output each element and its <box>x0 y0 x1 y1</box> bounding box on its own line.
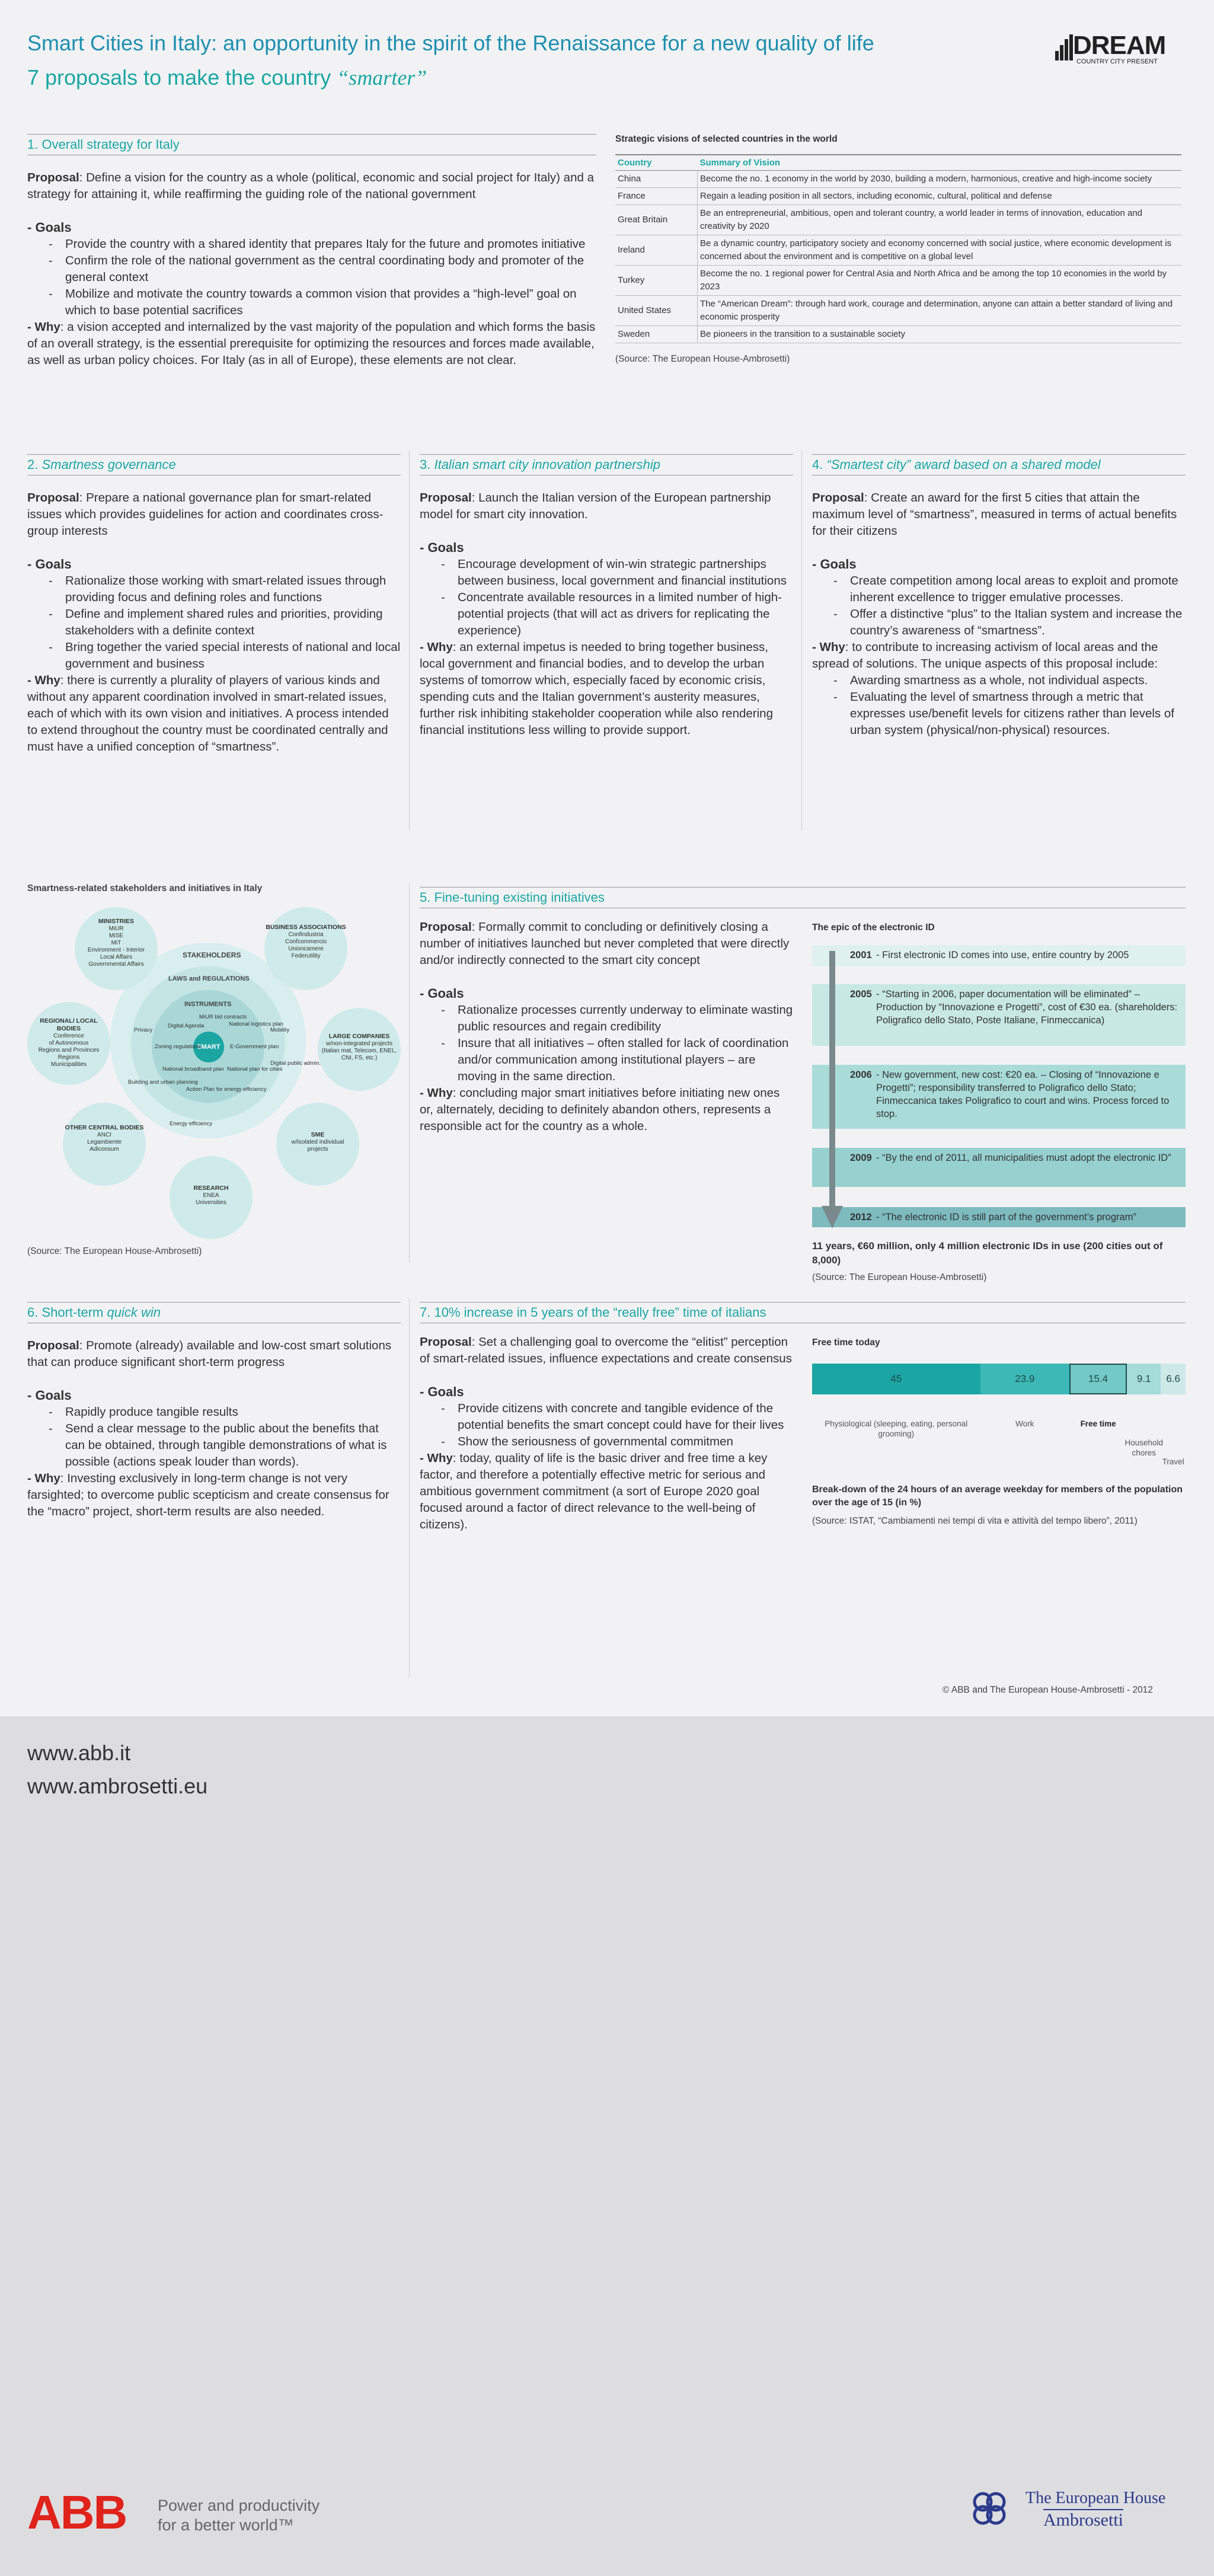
goal-item: - Create competition among local areas to exploit and promote inherent excellence to trigger emulative processes. <box>833 573 1186 606</box>
goal-item: - Concentrate available resources in a limited number of high-potential projects (that will act as drivers for replicating the experience) <box>441 589 793 639</box>
goal-item: - Rapidly produce tangible results <box>49 1404 401 1421</box>
link-abb[interactable]: www.abb.it <box>27 1741 131 1765</box>
section-7-heading-block <box>420 1302 1186 1323</box>
goal-item: - Provide the country with a shared identity that prepares Italy for the future and promotes initiative <box>49 236 596 253</box>
instrument-label: Digital Agenda <box>168 1023 205 1029</box>
abb-logo: ABB <box>27 2486 127 2539</box>
instrument-label: Building and urban planning <box>128 1079 198 1086</box>
timeline-entry: 2009 - “By the end of 2011, all municipalities must adopt the electronic ID” <box>812 1148 1186 1187</box>
table-row: United States The “American Dream”: through hard work, courage and determination, anyone can attain a better standard of living and economic prosperity <box>615 296 1181 326</box>
bar-segment: 6.6 <box>1161 1364 1186 1394</box>
timeline-arrow <box>822 951 843 1230</box>
source-note: (Source: The European House-Ambrosetti) <box>27 1246 202 1256</box>
node-regional-local-bodies: REGIONAL/ LOCAL BODIES Conference of Autonomous Regions and Provinces Regions Municipalities <box>27 1002 110 1085</box>
proposal-text: Proposal: Formally commit to concluding or definitively closing a number of initiatives launched but never completed that were directly and/or indirectly connected to the smart city concept <box>420 920 790 967</box>
table-title: Strategic visions of selected countries in the world <box>615 134 838 144</box>
why-text: - Why: a vision accepted and internalized by the vast majority of the population and which forms the basis of an overall strategy, is the essential prerequisite for optimizing the resources and forces made available, as well as urban policy choices. For Italy (as in all of Europe), these elements are not clear. <box>27 320 596 367</box>
section-heading: 7. 10% increase in 5 years of the “really free” time of italians <box>420 1302 1186 1323</box>
why-point: - Evaluating the level of smartness through a metric that expresses use/benefit levels for citizens rather than levels of urban system (physical/non-physical) resources. <box>833 689 1186 739</box>
section-heading: 2. Smartness governance <box>27 454 401 475</box>
why-text: - Why: there is currently a plurality of players of various kinds and without any apparent coordination involved in smart-related issues, each of which with its own vision and initiatives. A process intended to extend throughout the country must be coordinated centrally and must have a unified conception of “smartness”. <box>27 673 389 754</box>
source-note: (Source: The European House-Ambrosetti) <box>812 1272 987 1282</box>
proposal-text: Proposal: Define a vision for the country as a whole (political, economic and social project for Italy) and a strategy for attaining it, while reaffirming the guiding role of the national government <box>27 171 594 201</box>
timeline-entry: 2005 - “Starting in 2006, paper documentation will be eliminated” – Production by “Innovazione e Progetti”, cost of €30 ea. (shareholders: Poligrafico dello Stato, Poste Italiane, Finmeccanica) <box>812 984 1186 1046</box>
divider <box>409 1298 410 1678</box>
why-text: - Why: Investing exclusively in long-term change is not very farsighted; to overcome public scepticism and create consensus for the “macro” project, short-term results are also needed. <box>27 1471 389 1518</box>
instrument-label: National broadband plan <box>162 1066 224 1072</box>
chart-caption: Break-down of the 24 hours of an average weekday for members of the population over the age of 15 (in %) <box>812 1485 1183 1508</box>
proposal-text: Proposal: Launch the Italian version of the European partnership model for smart city innovation. <box>420 491 771 521</box>
ring-label: INSTRUMENTS <box>184 1001 232 1008</box>
goals-label: - Goals <box>420 540 464 555</box>
bar-segment: 15.4 <box>1069 1364 1127 1394</box>
goal-item: - Show the seriousness of governmental commitmen <box>441 1434 793 1450</box>
section-heading: 6. Short-term quick win <box>27 1302 401 1323</box>
instrument-label: National logistics plan <box>229 1021 283 1027</box>
instrument-label: Action Plan for energy efficiency <box>186 1086 267 1093</box>
goals-label: - Goals <box>420 986 464 1001</box>
ambrosetti-logo: The European House Ambrosetti <box>972 2488 1186 2529</box>
divider <box>801 451 802 830</box>
timeline-entry: 2006 - New government, new cost: €20 ea. – Closing of “Innovazione e Progetti”; responsibility transferred to Poligrafico dello Stato; Finmeccanica takes Poligrafico to court and wins. Process forced to stop. <box>812 1065 1186 1129</box>
column-header: Country <box>615 155 698 171</box>
stakeholders-diagram <box>27 901 401 1239</box>
divider <box>409 451 410 830</box>
node-research: RESEARCH ENEA Universities <box>170 1156 253 1239</box>
goal-item: - Send a clear message to the public about the benefits that can be obtained, through tangible demonstrations of what is possible (actions speak louder than words). <box>49 1421 401 1470</box>
goal-item: - Provide citizens with concrete and tangible evidence of the potential benefits the smart concept could have for their lives <box>441 1400 793 1434</box>
why-text: - Why: concluding major smart initiatives before initiating new ones or, alternately, deciding to definitely abandon others, represents a responsible act for the country as a whole. <box>420 1086 780 1133</box>
instrument-label: Zoning regulations <box>155 1043 202 1050</box>
epic-title: The epic of the electronic ID <box>812 922 935 933</box>
visions-table-block <box>615 134 1184 365</box>
bar-category-label: Travel <box>1162 1457 1184 1466</box>
bar-category-label: Work <box>1015 1419 1034 1428</box>
free-time-bar-chart <box>812 1364 1186 1394</box>
why-point: - Awarding smartness as a whole, not individual aspects. <box>833 672 1186 689</box>
goal-item: - Insure that all initiatives – often stalled for lack of coordination and/or communication among institutional players – are moving in the same direction. <box>441 1035 793 1085</box>
bar-category-label: Free time <box>1080 1419 1116 1428</box>
page-title: Smart Cities in Italy: an opportunity in the spirit of the Renaissance for a new quality of life <box>27 31 874 55</box>
goal-item: - Rationalize processes currently underway to eliminate wasting public resources and regain credibility <box>441 1002 793 1035</box>
why-text: - Why: today, quality of life is the basic driver and free time a key factor, and therefore a potentially effective metric for serious and ambitious government commitment (a sort of Europe 2020 goal focused around a factor of direct relevance to the well-being of citizens). <box>420 1451 768 1531</box>
section-6 <box>27 1302 401 1520</box>
goals-label: - Goals <box>27 220 72 235</box>
goal-item: - Mobilize and motivate the country towards a common vision that provides a “high-level” goal on which to base potential sacrifices <box>49 286 596 319</box>
goal-item: - Define and implement shared rules and priorities, providing stakeholders with a definite context <box>49 606 401 639</box>
section-heading: 1. Overall strategy for Italy <box>27 134 596 155</box>
timeline-entry: 2001 - First electronic ID comes into use, entire country by 2005 <box>812 945 1186 966</box>
bar-chart-category-labels <box>812 1414 1186 1479</box>
goals-label: - Goals <box>812 557 857 572</box>
section-heading: 3. Italian smart city innovation partnership <box>420 454 793 475</box>
section-heading: 4. “Smartest city” award based on a shared model <box>812 454 1186 475</box>
table-row: France Regain a leading position in all sectors, including economic, cultural, political and defense <box>615 188 1181 205</box>
section-heading: 5. Fine-tuning existing initiatives <box>420 887 1186 908</box>
instrument-label: MiUR bid contracts <box>199 1014 247 1020</box>
node-ministries: MINISTRIES MiUR MiSE MiT Environment - Interior Local Affairs Governmental Affairs <box>75 907 158 990</box>
table-row: Ireland Be a dynamic country, participatory society and economy concerned with social justice, where economic development is concerned about the environment and is competitive on a global level <box>615 235 1181 266</box>
goals-label: - Goals <box>420 1384 464 1399</box>
footer <box>0 1716 1214 2576</box>
section-3 <box>420 454 793 739</box>
node-large-companies: LARGE COMPANIES w/non-integrated projects (Italian mat, Telecom, ENEL, CNI, FS, etc.) <box>318 1008 401 1091</box>
goal-item: - Encourage development of win-win strategic partnerships between business, local government and financial institutions <box>441 556 793 589</box>
table-row: Sweden Be pioneers in the transition to a sustainable society <box>615 326 1181 343</box>
bar-segment: 23.9 <box>980 1364 1070 1394</box>
ring-label: LAWS and REGULATIONS <box>168 975 250 982</box>
instrument-label: Mobility <box>270 1027 290 1033</box>
node-other-central-bodies: OTHER CENTRAL BODIES ANCI Legambiente Adiconsum <box>63 1103 146 1186</box>
instrument-label: National plan for cities <box>227 1066 283 1072</box>
bar-segment: 45 <box>812 1364 980 1394</box>
section-7 <box>420 1334 793 1533</box>
smart-center: SMART <box>193 1032 224 1062</box>
bar-category-label: Physiological (sleeping, eating, personal grooming) <box>825 1419 968 1438</box>
goal-item: - Offer a distinctive “plus” to the Italian system and increase the country’s awareness of “smartness”. <box>833 606 1186 639</box>
proposal-text: Proposal: Set a challenging goal to overcome the “elitist” perception of smart-related issues, influence expectations and create consensus <box>420 1335 792 1365</box>
proposal-text: Proposal: Promote (already) available and low-cost smart solutions that can produce significant short-term progress <box>27 1339 392 1369</box>
section-2 <box>27 454 401 755</box>
dream-logo: DREAM COUNTRY CITY PRESENT <box>1055 31 1186 66</box>
ring-label: STAKEHOLDERS <box>183 951 241 959</box>
section-5 <box>420 919 793 1135</box>
proposal-text: Proposal: Create an award for the first 5 cities that attain the maximum level of “smartness”, measured in terms of actual benefits for their citizens <box>812 491 1177 538</box>
epic-summary: 11 years, €60 million, only 4 million electronic IDs in use (200 cities out of 8,000) <box>812 1240 1163 1266</box>
node-business-associations: BUSINESS ASSOCIATIONS Confindustria Confcommercio Unioncamere Federutility <box>264 907 347 990</box>
ambrosetti-emblem-icon <box>972 2490 1020 2526</box>
table-row: Great Britain Be an entrepreneurial, ambitious, open and tolerant country, a world leader in terms of innovation, education and creativity by 2020 <box>615 205 1181 235</box>
bar-category-label: Household chores <box>1124 1438 1164 1457</box>
bar-segment: 9.1 <box>1127 1364 1161 1394</box>
node-sme: SME w/isolated individual projects <box>276 1103 359 1186</box>
instrument-label: E-Government plan <box>230 1043 279 1050</box>
divider <box>409 883 410 1263</box>
timeline-entry: 2012 - “The electronic ID is still part of the government’s program” <box>812 1207 1186 1227</box>
why-text: - Why: to contribute to increasing activism of local areas and the spread of solutions. The unique aspects of this proposal include: <box>812 640 1158 671</box>
instrument-label: Privacy <box>134 1027 153 1033</box>
section-4 <box>812 454 1186 739</box>
goal-item: - Rationalize those working with smart-related issues through providing focus and defining roles and functions <box>49 573 401 606</box>
chart-source: (Source: ISTAT, “Cambiamenti nei tempi di vita e attività del tempo libero”, 2011) <box>812 1516 1138 1526</box>
copyright: © ABB and The European House-Ambrosetti - 2012 <box>943 1685 1153 1695</box>
section-1 <box>27 134 596 369</box>
link-ambrosetti[interactable]: www.ambrosetti.eu <box>27 1774 208 1798</box>
abb-tagline: Power and productivity for a better world™ <box>158 2497 320 2534</box>
goal-item: - Bring together the varied special interests of national and local government and business <box>49 639 401 672</box>
visions-table <box>615 154 1181 343</box>
goals-label: - Goals <box>27 1388 72 1403</box>
instrument-label: Energy efficiency <box>170 1121 213 1127</box>
proposal-text: Proposal: Prepare a national governance plan for smart-related issues which provides guidelines for action and coordinates cross-group interests <box>27 491 384 538</box>
chart-title: Free time today <box>812 1338 880 1348</box>
goals-label: - Goals <box>27 557 72 572</box>
table-row: China Become the no. 1 economy in the world by 2030, building a modern, harmonious, creative and high-income society <box>615 171 1181 188</box>
page-subtitle: 7 proposals to make the country “smarter” <box>27 65 427 90</box>
source-note: (Source: The European House-Ambrosetti) <box>615 354 790 364</box>
section-5-heading-block <box>420 887 1186 908</box>
why-text: - Why: an external impetus is needed to bring together business, local government and financial bodies, and to develop the urban systems of tomorrow which, especially faced by economic crisis, spending cuts and the Italian government’s austerity measures, further risk inhibiting stakeholder cooperation while also rendering financial institutions less willing to provide support. <box>420 640 773 737</box>
instrument-label: Digital public admin. <box>270 1060 321 1067</box>
diagram-title: Smartness-related stakeholders and initiatives in Italy <box>27 883 263 893</box>
column-header: Summary of Vision <box>698 155 1182 171</box>
table-row: Turkey Become the no. 1 regional power for Central Asia and North Africa and be among the top 10 economies in the world by 2023 <box>615 266 1181 296</box>
goal-item: - Confirm the role of the national government as the central coordinating body and promoter of the general context <box>49 253 596 286</box>
